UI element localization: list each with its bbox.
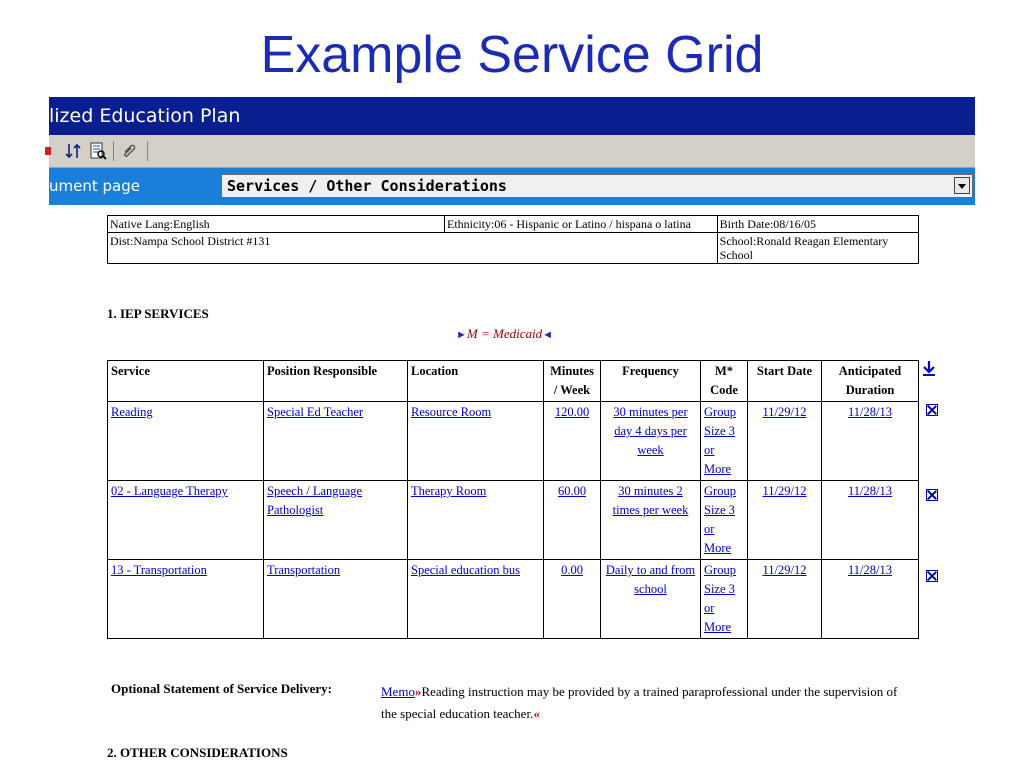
service-link[interactable]: 13 - Transportation bbox=[111, 563, 207, 577]
position-link[interactable]: Speech / Language Pathologist bbox=[267, 484, 363, 517]
download-icon[interactable] bbox=[922, 360, 936, 378]
sort-icon[interactable] bbox=[65, 142, 83, 160]
frequency-link[interactable]: 30 minutes per day 4 days per week bbox=[613, 405, 688, 457]
start-date-link[interactable]: 11/29/12 bbox=[762, 405, 807, 419]
toolbar-separator bbox=[147, 141, 148, 161]
optional-statement bbox=[381, 681, 901, 725]
position-link[interactable]: Transportation bbox=[267, 563, 341, 577]
delete-row-icon[interactable] bbox=[926, 404, 938, 416]
code-link[interactable]: Group Size 3 or More bbox=[704, 405, 736, 476]
col-header-frequency: Frequency bbox=[601, 361, 701, 402]
frequency-link[interactable]: Daily to and from school bbox=[605, 563, 696, 596]
document-page-select-value: Services / Other Considerations bbox=[227, 177, 507, 195]
optional-statement-text: Reading instruction may be provided by a trained paraprofessional under the supervision of the special education teacher. bbox=[381, 684, 898, 721]
col-header-start-date: Start Date bbox=[748, 361, 822, 402]
location-link[interactable]: Special education bus bbox=[411, 563, 520, 577]
red-marker-icon[interactable] bbox=[43, 142, 61, 160]
window-titlebar bbox=[49, 97, 975, 135]
location-link[interactable]: Resource Room bbox=[411, 405, 492, 419]
start-date-link[interactable]: 11/29/12 bbox=[762, 484, 807, 498]
school-cell: School:Ronald Reagan Elementary School bbox=[717, 233, 918, 264]
document-page-bar bbox=[49, 168, 975, 205]
section-title-other: 2. OTHER CONSIDERATIONS bbox=[107, 745, 288, 760]
window-title: lized Education Plan bbox=[49, 105, 241, 127]
col-header-location: Location bbox=[408, 361, 544, 402]
code-link[interactable]: Group Size 3 or More bbox=[704, 563, 736, 634]
col-header-position: Position Responsible bbox=[264, 361, 408, 402]
toolbar-separator bbox=[113, 141, 114, 161]
ethnicity-cell: Ethnicity:06 - Hispanic or Latino / hispana o latina bbox=[445, 216, 718, 233]
medicaid-legend-text: M = Medicaid bbox=[466, 326, 543, 341]
duration-link[interactable]: 11/28/13 bbox=[848, 563, 892, 577]
demographics-table bbox=[107, 215, 919, 264]
table-row bbox=[108, 402, 919, 481]
medicaid-legend bbox=[456, 326, 553, 342]
chevron-down-icon[interactable] bbox=[954, 177, 970, 194]
duration-link[interactable]: 11/28/13 bbox=[848, 484, 892, 498]
col-header-service: Service bbox=[108, 361, 264, 402]
section-title: 1. IEP SERVICES bbox=[107, 306, 209, 321]
memo-link[interactable]: Memo bbox=[381, 684, 415, 699]
close-quote-icon: « bbox=[533, 706, 540, 721]
triangle-left-icon: ◄ bbox=[542, 329, 553, 341]
frequency-link[interactable]: 30 minutes 2 times per week bbox=[612, 484, 689, 517]
service-grid bbox=[107, 360, 919, 639]
col-header-minutes: Minutes / Week bbox=[544, 361, 601, 402]
optional-statement-label: Optional Statement of Service Delivery: bbox=[111, 681, 332, 696]
position-link[interactable]: Special Ed Teacher bbox=[267, 405, 364, 419]
minutes-link[interactable]: 0.00 bbox=[561, 563, 583, 577]
grid-header-row bbox=[108, 361, 919, 402]
minutes-link[interactable]: 120.00 bbox=[554, 405, 590, 419]
start-date-link[interactable]: 11/29/12 bbox=[762, 563, 807, 577]
document-page-select[interactable] bbox=[221, 174, 973, 198]
birth-date-cell: Birth Date:08/16/05 bbox=[717, 216, 918, 233]
table-row bbox=[108, 481, 919, 560]
minutes-link[interactable]: 60.00 bbox=[557, 484, 587, 498]
district-cell: Dist:Nampa School District #131 bbox=[108, 233, 718, 264]
duration-link[interactable]: 11/28/13 bbox=[848, 405, 892, 419]
code-link[interactable]: Group Size 3 or More bbox=[704, 484, 736, 555]
location-link[interactable]: Therapy Room bbox=[411, 484, 487, 498]
table-row bbox=[108, 560, 919, 639]
toolbar bbox=[49, 135, 975, 168]
service-link[interactable]: 02 - Language Therapy bbox=[111, 484, 228, 498]
delete-row-icon[interactable] bbox=[926, 570, 938, 582]
delete-row-icon[interactable] bbox=[926, 489, 938, 501]
preview-icon[interactable] bbox=[89, 142, 107, 160]
slide-title: Example Service Grid bbox=[260, 26, 764, 84]
open-quote-icon: » bbox=[414, 684, 422, 699]
service-link[interactable]: Reading bbox=[111, 405, 153, 419]
triangle-right-icon: ► bbox=[456, 329, 467, 341]
attach-icon[interactable] bbox=[121, 142, 139, 160]
col-header-code: M* Code bbox=[701, 361, 748, 402]
native-lang-cell: Native Lang:English bbox=[108, 216, 445, 233]
col-header-duration: Anticipated Duration bbox=[822, 361, 919, 402]
document-page-label: ument page bbox=[49, 177, 140, 195]
